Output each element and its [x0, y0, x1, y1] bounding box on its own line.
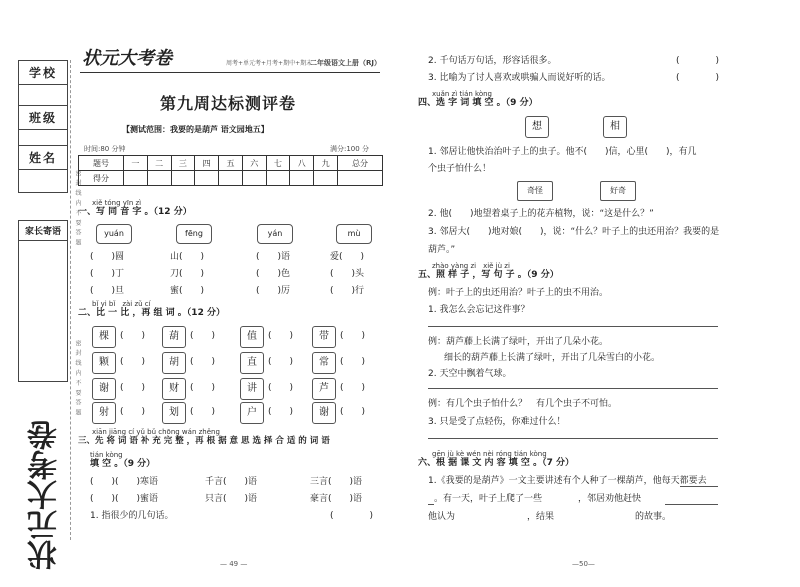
score-input[interactable]: [195, 171, 219, 186]
char-box: 葫: [162, 326, 186, 348]
q4-title: 四、选 字 词 填 空 。（9 分）: [418, 98, 538, 108]
score-input[interactable]: [266, 171, 290, 186]
side-brand-logo: 状元大考卷: [28, 420, 63, 570]
char-box: 带: [312, 326, 336, 348]
char-box: 棵: [92, 326, 116, 348]
grade-text: 二年级语文上册（RJ）: [310, 59, 381, 67]
answer-blank[interactable]: ( ): [340, 407, 366, 417]
cell: 七: [266, 156, 290, 171]
q3-pinyin-2: tián kòng: [90, 451, 123, 459]
q3-title-2: 填 空 。（9 分）: [90, 459, 156, 469]
q1-item[interactable]: ( )头: [330, 269, 365, 279]
answer-blank[interactable]: ( ): [676, 56, 720, 66]
test-scope: 【测试范围：我要的是葫芦 语文园地五】: [122, 125, 269, 134]
q5-example: 例：有几个虫子怕什么？ 有几个虫子不可怕。: [428, 399, 618, 409]
answer-line[interactable]: [428, 326, 718, 327]
answer-blank[interactable]: ( ): [120, 357, 146, 367]
q1-item[interactable]: ( )旦: [90, 286, 125, 296]
score-input[interactable]: [147, 171, 171, 186]
q6-pinyin: gēn jù kè wén nèi róng tián kòng: [432, 450, 547, 458]
page-number-left: — 49 —: [220, 560, 248, 568]
q1-item[interactable]: ( )行: [330, 286, 365, 296]
q3-sub-item: 1. 指很少的几句话。: [90, 511, 174, 521]
pinyin-box: yuán: [96, 224, 132, 244]
school-box: [18, 60, 68, 108]
q5-example: 细长的葫芦藤上长满了绿叶，开出了几朵雪白的小花。: [444, 353, 661, 363]
answer-blank[interactable]: ( ): [676, 73, 720, 83]
q6-line: 1.《我要的是葫芦》一文主要讲述有个人种了一棵葫芦，他每天都要去: [428, 476, 707, 486]
cell: 题号: [79, 156, 124, 171]
char-box: 划: [162, 402, 186, 424]
q4-sentence: 2. 他( )地望着桌子上的花卉植物，说：“这是什么？”: [428, 209, 654, 219]
answer-blank[interactable]: ( ): [268, 407, 294, 417]
answer-blank[interactable]: ( ): [330, 511, 374, 521]
char-box: 讲: [240, 378, 264, 400]
q6-title: 六、根 据 课 文 内 容 填 空 。（7 分）: [418, 458, 574, 468]
brand-logo: 状元大考卷: [82, 48, 172, 69]
q5-title: 五、照 样 子 ，写 句 子 。（9 分）: [418, 270, 559, 280]
score-input[interactable]: [314, 171, 338, 186]
q6-line: 。有一天，叶子上爬了一些 ，邻居劝他赶快: [434, 494, 642, 504]
school-label: 学校: [19, 61, 67, 85]
q3-sub-item: 3. 比喻为了讨人喜欢或哄骗人而说好听的话。: [428, 73, 611, 83]
char-box: 谢: [312, 402, 336, 424]
cell: 得分: [79, 171, 124, 186]
cell: 四: [195, 156, 219, 171]
score-input[interactable]: [242, 171, 266, 186]
series-text: 周考+单元考+月考+期中+期末: [226, 60, 313, 67]
cell: 一: [123, 156, 147, 171]
pinyin-box: yán: [257, 224, 293, 244]
answer-line[interactable]: [680, 486, 718, 487]
page-number-right: —50—: [572, 560, 595, 568]
char-box: 值: [240, 326, 264, 348]
score-table-header: [79, 156, 383, 171]
pinyin-box: mù: [336, 224, 372, 244]
q5-pinyin: zhào yàng zi xiě jù zi: [432, 262, 510, 270]
char-box: 胡: [162, 352, 186, 374]
seal-text: 密 封 线 内 不 要 答 题: [74, 170, 81, 247]
cell: 总分: [337, 156, 382, 171]
q1-item[interactable]: 山( ): [170, 252, 205, 262]
q1-pinyin: xiě tóng yīn zì: [92, 199, 142, 207]
q4-sentence: 葫芦。”: [428, 245, 456, 255]
cell: 三: [171, 156, 195, 171]
q3-pinyin: xiān jiāng cí yǔ bǔ chōng wán zhěng: [92, 428, 220, 436]
q5-item: 3. 只是受了点轻伤，你难过什么！: [428, 417, 566, 427]
char-box: 谢: [92, 378, 116, 400]
q4-sentence: 个虫子怕什么！: [428, 164, 492, 174]
answer-blank[interactable]: ( ): [190, 383, 216, 393]
q3-item[interactable]: 千言( )语: [205, 477, 258, 487]
header-rule: [80, 72, 380, 73]
seal-line: [70, 60, 71, 540]
option-box: 奇怪: [517, 181, 553, 201]
answer-blank[interactable]: ( ): [340, 331, 366, 341]
answer-blank[interactable]: ( ): [268, 357, 294, 367]
cell: 九: [314, 156, 338, 171]
answer-blank[interactable]: ( ): [340, 357, 366, 367]
q3-item[interactable]: ( )( )寒语: [90, 477, 159, 487]
q5-item: 2. 天空中飘着气球。: [428, 369, 512, 379]
q1-item[interactable]: ( )厉: [256, 286, 291, 296]
q5-example: 例：葫芦藤上长满了绿叶，开出了几朵小花。: [428, 337, 609, 347]
answer-blank[interactable]: ( ): [120, 407, 146, 417]
q2-pinyin: bǐ yi bǐ zài zǔ cí: [92, 300, 151, 308]
char-box: 射: [92, 402, 116, 424]
answer-line[interactable]: [428, 438, 718, 439]
score-table-row: [79, 171, 383, 186]
option-box: 好奇: [600, 181, 636, 201]
name-label: 姓名: [19, 146, 67, 170]
score-input[interactable]: [337, 171, 382, 186]
q1-item[interactable]: ( )丁: [90, 269, 125, 279]
score-input[interactable]: [290, 171, 314, 186]
q1-item[interactable]: ( )语: [256, 252, 291, 262]
cell: 八: [290, 156, 314, 171]
page-title: 第九周达标测评卷: [160, 94, 297, 113]
option-box: 相: [603, 116, 627, 138]
answer-line[interactable]: [665, 504, 718, 505]
q4-sentence: 3. 邻居大( )地对娘( )，说：“什么？叶子上的虫还用治？我要的是: [428, 227, 720, 237]
char-box: 户: [240, 402, 264, 424]
char-box: 芦: [312, 378, 336, 400]
answer-blank[interactable]: ( ): [190, 331, 216, 341]
q3-item[interactable]: ( )( )蜜语: [90, 494, 159, 504]
answer-blank[interactable]: ( ): [190, 407, 216, 417]
answer-line[interactable]: [428, 504, 434, 505]
score-table: [78, 155, 383, 186]
score-input[interactable]: [123, 171, 147, 186]
q3-title: 三、先 将 词 语 补 充 完 整 ，再 根 据 意 思 选 择 合 适 的 词 语: [78, 436, 330, 446]
q3-item[interactable]: 三言( )语: [310, 477, 363, 487]
q4-sentence: 1. 邻居让他快治治叶子上的虫子。他不( )信，心里( )，有几: [428, 147, 697, 157]
parent-box: [18, 220, 68, 382]
answer-blank[interactable]: ( ): [190, 357, 216, 367]
time-info: 时间:80 分钟: [84, 145, 126, 153]
cell: 二: [147, 156, 171, 171]
q5-example: 例：叶子上的虫还用治？叶子上的虫不用治。: [428, 288, 609, 298]
option-box: 想: [525, 116, 549, 138]
full-score: 满分:100 分: [330, 145, 369, 153]
q1-item[interactable]: ( )圆: [90, 252, 125, 262]
pinyin-box: fēng: [176, 224, 212, 244]
q4-pinyin: xuǎn zì tián kòng: [432, 90, 492, 98]
answer-line[interactable]: [428, 388, 718, 389]
char-box: 颗: [92, 352, 116, 374]
q1-item[interactable]: 刀( ): [170, 269, 205, 279]
cell: 五: [219, 156, 243, 171]
q5-item: 1. 我怎么会忘记这件事？: [428, 305, 530, 315]
parent-label: 家长寄语: [19, 221, 67, 241]
char-box: 财: [162, 378, 186, 400]
score-input[interactable]: [219, 171, 243, 186]
q3-item[interactable]: 豪言( )语: [310, 494, 363, 504]
q1-title: 一、写 同 音 字 。（12 分）: [78, 207, 192, 217]
seal-text-2: 密 封 线 内 不 要 答 题: [74, 340, 81, 417]
name-box: [18, 145, 68, 193]
cell: 六: [242, 156, 266, 171]
char-box: 常: [312, 352, 336, 374]
class-label: 班级: [19, 106, 67, 130]
answer-blank[interactable]: ( ): [120, 383, 146, 393]
answer-blank[interactable]: ( ): [340, 383, 366, 393]
answer-blank[interactable]: ( ): [268, 331, 294, 341]
q3-item[interactable]: 只言( )语: [205, 494, 258, 504]
score-input[interactable]: [171, 171, 195, 186]
q6-line: 他认为 ，结果 的故事。: [428, 512, 672, 522]
q1-item[interactable]: ( )色: [256, 269, 291, 279]
q2-title: 二、比 一 比 ，再 组 词 。（12 分）: [78, 308, 225, 318]
q1-item[interactable]: 爱( ): [330, 252, 365, 262]
answer-blank[interactable]: ( ): [120, 331, 146, 341]
char-box: 直: [240, 352, 264, 374]
q1-item[interactable]: 蜜( ): [170, 286, 205, 296]
q3-sub-item: 2. 千句话万句话，形容话很多。: [428, 56, 557, 66]
answer-blank[interactable]: ( ): [268, 383, 294, 393]
